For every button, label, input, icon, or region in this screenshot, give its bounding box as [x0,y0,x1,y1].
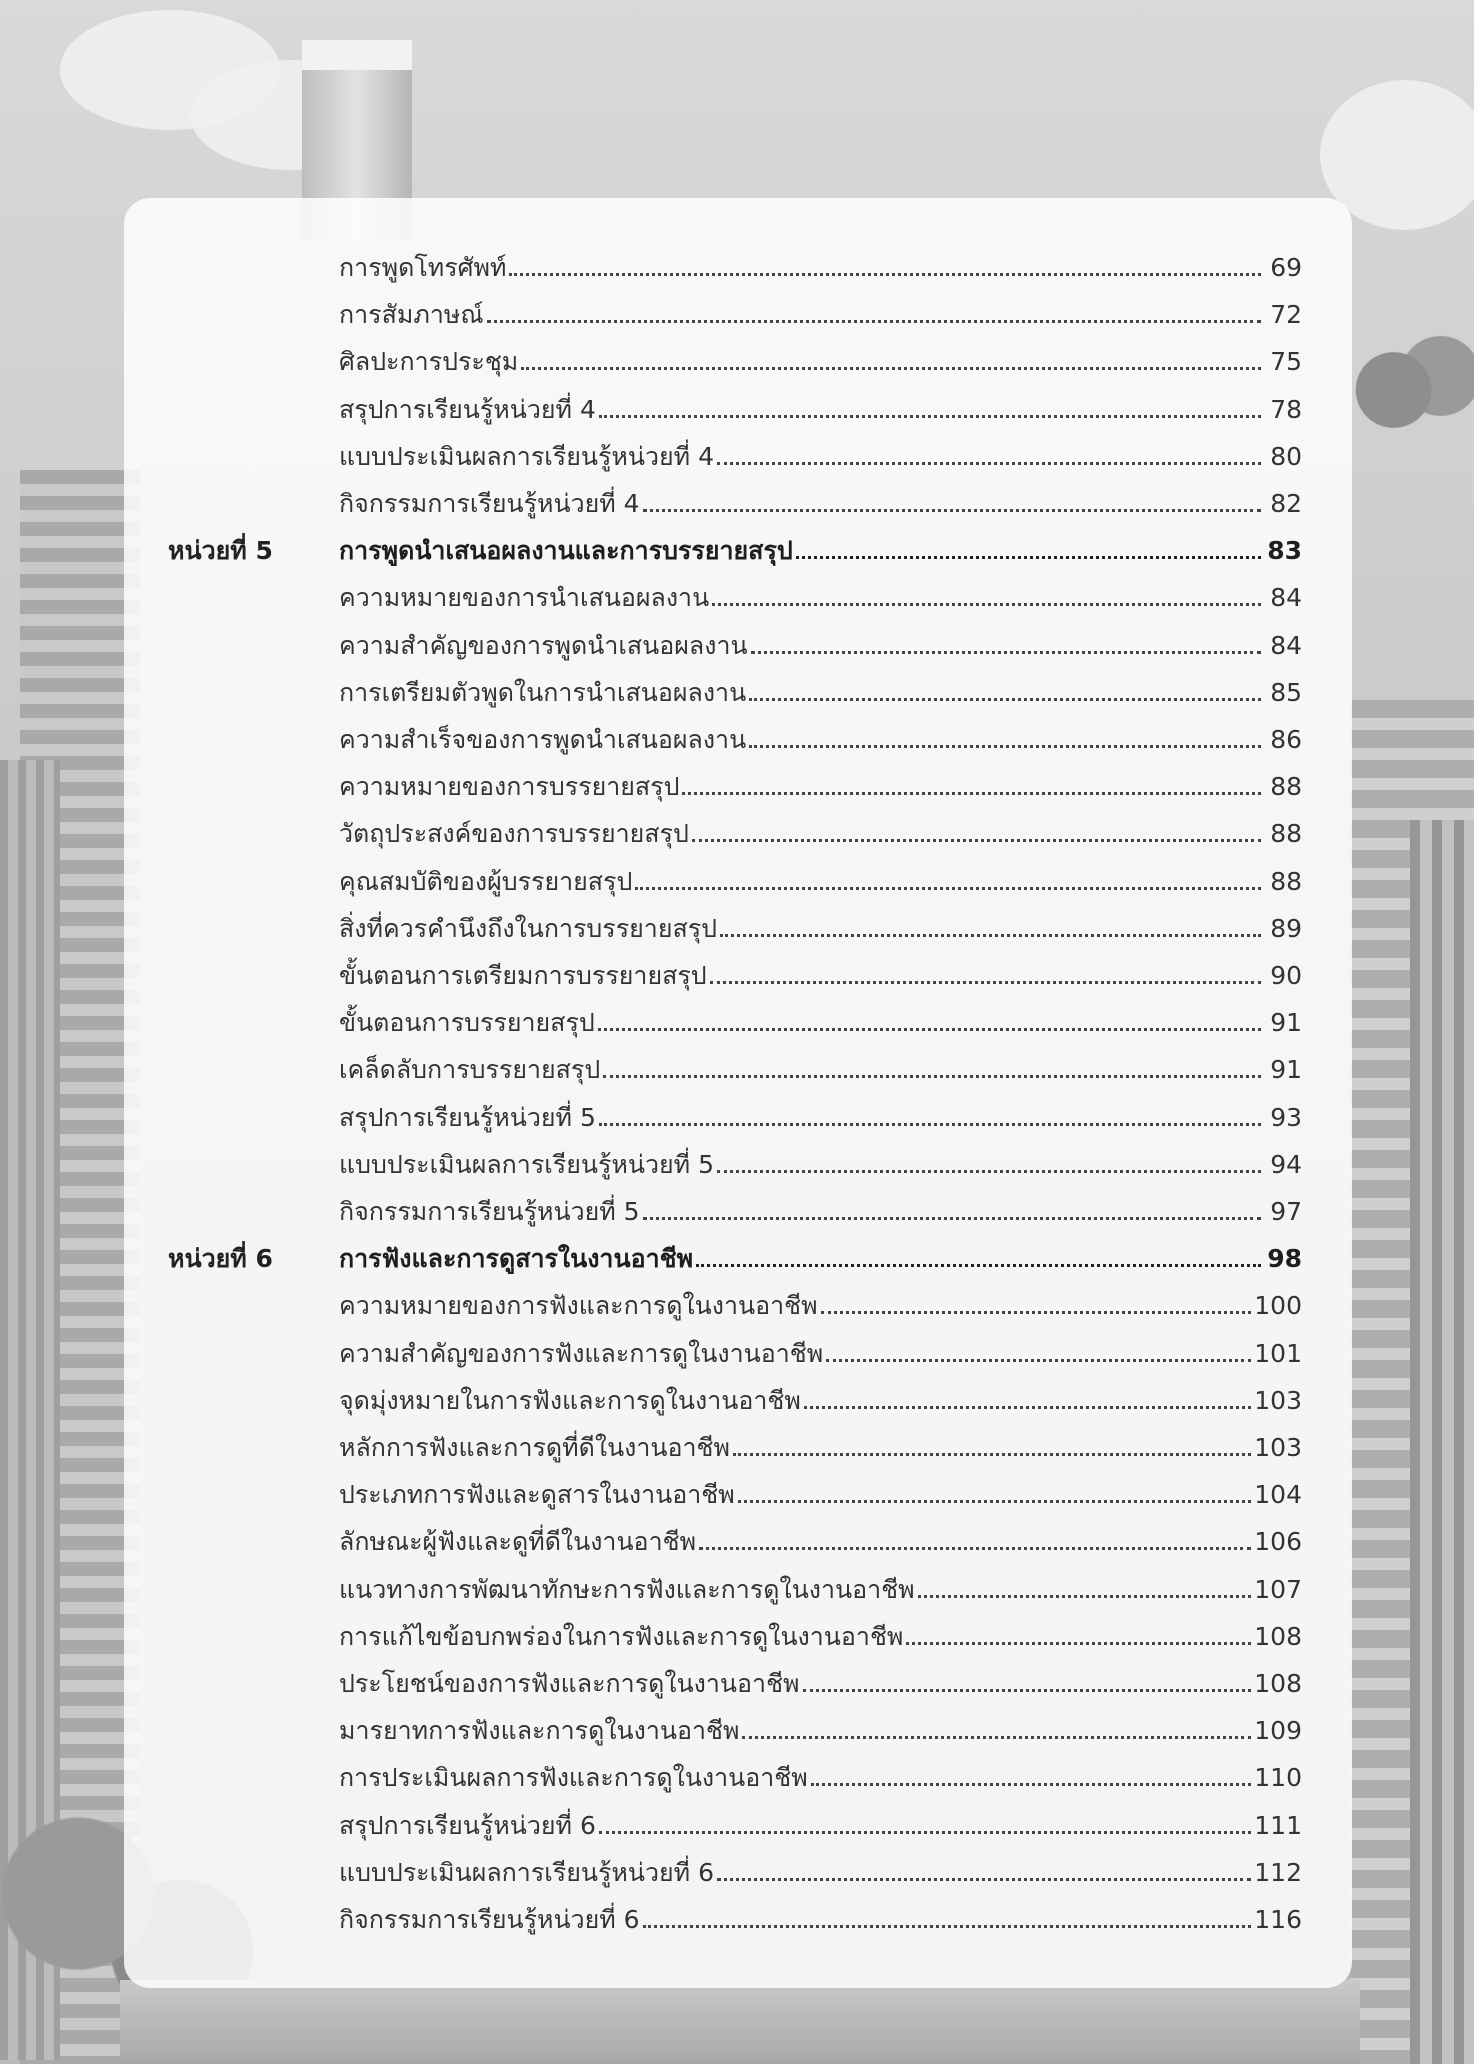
toc-title: สรุปการเรียนรู้หน่วยที่ 4 [339,394,596,424]
toc-entry [339,1008,1302,1038]
toc-entry [339,255,1302,280]
toc-title: สิ่งที่ควรคำนึงถึงในการบรรยายสรุป [339,913,718,943]
toc-entry [339,630,1302,660]
page-number: 91 [1270,1055,1302,1085]
page-number: 85 [1270,677,1302,707]
toc-entry-row[interactable] [124,1894,1352,1940]
toc-entry-row[interactable] [124,1752,1352,1798]
toc-entry-row[interactable] [124,1092,1352,1138]
toc-entry-row[interactable] [124,1186,1352,1232]
page-number: 90 [1270,961,1302,990]
toc-title: การฟังและการดูสารในงานอาชีพ [339,1244,694,1274]
page-number: 97 [1270,1197,1302,1226]
toc-entry-row[interactable] [124,1280,1352,1326]
toc-entry [339,1385,1302,1415]
toc-entry-row[interactable] [124,667,1352,713]
toc-entry [339,1621,1302,1651]
dot-leader [720,934,1261,937]
page-number: 78 [1270,394,1302,424]
toc-entry-row[interactable] [124,1658,1352,1704]
toc-entry [339,1435,1302,1460]
page-number: 101 [1254,1338,1302,1368]
toc-entry-row[interactable] [124,289,1352,335]
dot-leader [821,1311,1252,1314]
dot-leader [710,981,1261,984]
dot-leader [643,509,1261,512]
page-number: 88 [1270,772,1302,802]
toc-title: จุดมุ่งหมายในการฟังและการดูในงานอาชีพ [339,1385,801,1415]
toc-entry [339,1527,1302,1557]
unit-number: หน่วยที่ 5 [168,536,273,566]
toc-title: ขั้นตอนการเตรียมการบรรยายสรุป [339,961,707,990]
toc-title: การสัมภาษณ์ [339,300,484,330]
dot-leader [717,462,1261,465]
right-building-edge [1410,820,1474,2064]
toc-entry [339,727,1302,752]
page-number: 116 [1254,1905,1302,1934]
page-number: 112 [1254,1857,1302,1887]
toc-title: คุณสมบัติของผู้บรรยายสรุป [339,866,633,896]
page-number: 110 [1254,1763,1302,1793]
toc-title: ความหมายของการบรรยายสรุป [339,772,680,802]
toc-entry [339,536,1302,566]
toc-entry-row[interactable] [124,1328,1352,1374]
page-number: 72 [1270,300,1302,330]
toc-entry-row[interactable] [124,620,1352,666]
toc-entry [339,913,1302,943]
page-number: 111 [1254,1810,1302,1840]
toc-entry [339,1055,1302,1085]
toc-entry-row[interactable] [124,1611,1352,1657]
tower-cap [302,40,412,70]
toc-entry-row[interactable] [124,1139,1352,1185]
toc-title: การพูดนำเสนอผลงานและการบรรยายสรุป [339,536,793,566]
page-number: 80 [1270,441,1302,471]
page-number: 84 [1270,583,1302,613]
dot-leader [692,839,1261,842]
toc-entry-row[interactable] [124,1705,1352,1751]
toc-title: ศิลปะการประชุม [339,347,519,377]
toc-title: ลักษณะผู้ฟังและดูที่ดีในงานอาชีพ [339,1527,697,1557]
dot-leader [738,1500,1252,1503]
toc-entry [339,1716,1302,1746]
dot-leader [717,1170,1261,1173]
dot-leader [599,1831,1251,1834]
dot-leader [749,745,1261,748]
dot-leader [603,1075,1261,1078]
page-number: 108 [1254,1669,1302,1698]
dot-leader [803,1689,1252,1692]
toc-title: แบบประเมินผลการเรียนรู้หน่วยที่ 5 [339,1149,714,1179]
page-number: 86 [1270,725,1302,754]
toc-entry-row[interactable] [124,1564,1352,1610]
toc-title: ความสำเร็จของการพูดนำเสนอผลงาน [339,725,747,754]
toc-entry [339,677,1302,707]
toc-title: กิจกรรมการเรียนรู้หน่วยที่ 6 [339,1905,640,1934]
toc-entry-row[interactable] [124,384,1352,430]
page-number: 107 [1254,1574,1302,1604]
toc-entry [339,1149,1302,1179]
dot-leader [804,1406,1251,1409]
toc-title: ประโยชน์ของการฟังและการดูในงานอาชีพ [339,1669,800,1698]
page-number: 88 [1270,819,1302,849]
toc-entry-row[interactable] [124,808,1352,854]
toc-title: ความสำคัญของการพูดนำเสนอผลงาน [339,630,748,660]
rooftop-trees [1340,320,1474,460]
page-number: 94 [1270,1149,1302,1179]
toc-title: กิจกรรมการเรียนรู้หน่วยที่ 5 [339,1197,640,1226]
toc-entry [339,866,1302,896]
toc-title: การประเมินผลการฟังและการดูในงานอาชีพ [339,1763,808,1793]
page-number: 93 [1270,1102,1302,1132]
dot-leader [742,1736,1251,1739]
dot-leader [906,1642,1251,1645]
dot-leader [487,320,1261,323]
dot-leader [733,1453,1251,1456]
page-number: 103 [1254,1385,1302,1415]
toc-entry-row[interactable] [124,572,1352,618]
toc-entry-row[interactable] [124,478,1352,524]
page-number: 104 [1254,1480,1302,1510]
toc-entry-row[interactable] [124,761,1352,807]
dot-leader [811,1783,1252,1786]
toc-title: ความหมายของการฟังและการดูในงานอาชีพ [339,1291,818,1321]
toc-entry [339,963,1302,988]
toc-title: วัตถุประสงค์ของการบรรยายสรุป [339,819,689,849]
toc-title: ความสำคัญของการฟังและการดูในงานอาชีพ [339,1338,824,1368]
toc-title: แบบประเมินผลการเรียนรู้หน่วยที่ 4 [339,441,714,471]
toc-entry [339,1810,1302,1840]
toc-entry-row[interactable] [124,997,1352,1043]
unit-number: หน่วยที่ 6 [168,1244,273,1274]
toc-entry-row[interactable] [124,714,1352,760]
toc-title: สรุปการเรียนรู้หน่วยที่ 6 [339,1810,596,1840]
toc-entry-row[interactable] [124,950,1352,996]
page-number: 103 [1254,1433,1302,1462]
page-number: 108 [1254,1621,1302,1651]
dot-leader [643,1925,1252,1928]
toc-title: แบบประเมินผลการเรียนรู้หน่วยที่ 6 [339,1857,714,1887]
dot-leader [717,1878,1251,1881]
page-number: 100 [1254,1291,1302,1321]
toc-entry [339,772,1302,802]
dot-leader [598,1028,1261,1031]
toc-entry-row[interactable] [124,856,1352,902]
toc-title: การแก้ไขข้อบกพร่องในการฟังและการดูในงานอาชีพ [339,1621,904,1651]
toc-entry [339,1763,1302,1793]
toc-title: เคล็ดลับการบรรยายสรุป [339,1055,601,1085]
page-number: 84 [1270,630,1302,660]
dot-leader [749,698,1261,701]
toc-title: กิจกรรมการเรียนรู้หน่วยที่ 4 [339,489,640,518]
toc-entry [339,347,1302,377]
toc-entry [339,1102,1302,1132]
toc-entry-row[interactable] [124,1516,1352,1562]
page-number: 109 [1254,1716,1302,1746]
page-number: 89 [1270,913,1302,943]
toc-entry [339,1199,1302,1224]
toc-title: มารยาทการฟังและการดูในงานอาชีพ [339,1716,740,1746]
toc-panel [124,198,1352,1988]
toc-entry [339,300,1302,330]
toc-entry [339,1574,1302,1604]
toc-title: การพูดโทรศัพท์ [339,253,507,282]
dot-leader [699,1547,1251,1550]
toc-entry [339,1907,1302,1932]
page-number: 69 [1270,253,1302,282]
dot-leader [599,415,1261,418]
page-number: 83 [1267,536,1302,566]
toc-title: แนวทางการพัฒนาทักษะการฟังและการดูในงานอาชีพ [339,1574,915,1604]
page-number: 98 [1267,1244,1302,1274]
dot-leader [751,651,1261,654]
dot-leader [826,1359,1251,1362]
toc-entry [339,1671,1302,1696]
toc-title: การเตรียมตัวพูดในการนำเสนอผลงาน [339,677,747,707]
road [120,1980,1360,2064]
page-number: 88 [1270,866,1302,896]
dot-leader [696,1264,1261,1267]
dot-leader [509,273,1261,276]
dot-leader [599,1123,1261,1126]
page-number: 82 [1270,489,1302,518]
toc-entry [339,394,1302,424]
page-number: 75 [1270,347,1302,377]
toc-entry [339,819,1302,849]
toc-entry [339,441,1302,471]
toc-title: หลักการฟังและการดูที่ดีในงานอาชีพ [339,1433,730,1462]
toc-entry-row[interactable] [124,336,1352,382]
page-number: 106 [1254,1527,1302,1557]
toc-entry-row[interactable] [124,1800,1352,1846]
dot-leader [682,792,1261,795]
toc-entry [339,1480,1302,1510]
toc-chapter-row[interactable] [124,525,1352,571]
dot-leader [635,887,1261,890]
toc-entry-row[interactable] [124,903,1352,949]
dot-leader [918,1595,1252,1598]
dot-leader [521,367,1261,370]
toc-chapter-row[interactable] [124,1233,1352,1279]
toc-entry [339,491,1302,516]
toc-entry-row[interactable] [124,431,1352,477]
toc-entry [339,583,1302,613]
toc-title: ความหมายของการนำเสนอผลงาน [339,583,710,613]
toc-entry [339,1244,1302,1274]
toc-entry-row[interactable] [124,242,1352,288]
toc-title: ขั้นตอนการบรรยายสรุป [339,1008,595,1038]
toc-entry [339,1857,1302,1887]
toc-title: ประเภทการฟังและดูสารในงานอาชีพ [339,1480,735,1510]
toc-entry-row[interactable] [124,1847,1352,1893]
toc-entry-row[interactable] [124,1422,1352,1468]
dot-leader [712,603,1261,606]
dot-leader [643,1217,1261,1220]
toc-entry-row[interactable] [124,1044,1352,1090]
toc-entry-row[interactable] [124,1469,1352,1515]
dot-leader [796,556,1261,559]
toc-entry [339,1338,1302,1368]
toc-title: สรุปการเรียนรู้หน่วยที่ 5 [339,1102,596,1132]
page-number: 91 [1270,1008,1302,1038]
toc-entry [339,1291,1302,1321]
toc-entry-row[interactable] [124,1375,1352,1421]
